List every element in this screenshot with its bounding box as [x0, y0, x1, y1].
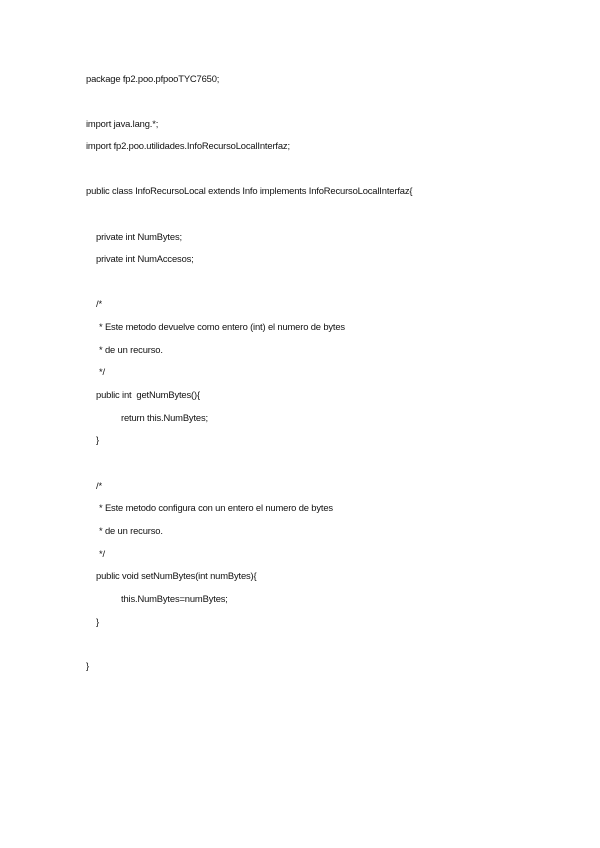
code-line-package: package fp2.poo.pfpooTYC7650; [86, 73, 220, 84]
code-line-import-lang: import java.lang.*; [86, 118, 159, 129]
comment-close-setter: */ [99, 548, 105, 559]
code-line-getter-signature: public int getNumBytes(){ [96, 389, 200, 400]
comment-open-setter: /* [96, 480, 102, 491]
comment-close-getter: */ [99, 366, 105, 377]
comment-getter-line-2: * de un recurso. [99, 344, 163, 355]
code-line-getter-return: return this.NumBytes; [121, 412, 208, 423]
comment-open-getter: /* [96, 298, 102, 309]
code-line-setter-close: } [96, 616, 99, 627]
code-line-class-declaration: public class InfoRecursoLocal extends Info implements InfoRecursoLocalInterfaz{ [86, 185, 413, 196]
code-line-setter-signature: public void setNumBytes(int numBytes){ [96, 570, 257, 581]
code-line-import-interface: import fp2.poo.utilidades.InfoRecursoLocalInterfaz; [86, 140, 290, 151]
comment-getter-line-1: * Este metodo devuelve como entero (int) el numero de bytes [99, 321, 345, 332]
comment-setter-line-2: * de un recurso. [99, 525, 163, 536]
code-line-class-close: } [86, 660, 89, 671]
code-line-getter-close: } [96, 434, 99, 445]
code-line-field-numbytes: private int NumBytes; [96, 231, 182, 242]
comment-setter-line-1: * Este metodo configura con un entero el numero de bytes [99, 502, 333, 513]
code-line-setter-assignment: this.NumBytes=numBytes; [121, 593, 228, 604]
code-line-field-numaccesos: private int NumAccesos; [96, 253, 194, 264]
